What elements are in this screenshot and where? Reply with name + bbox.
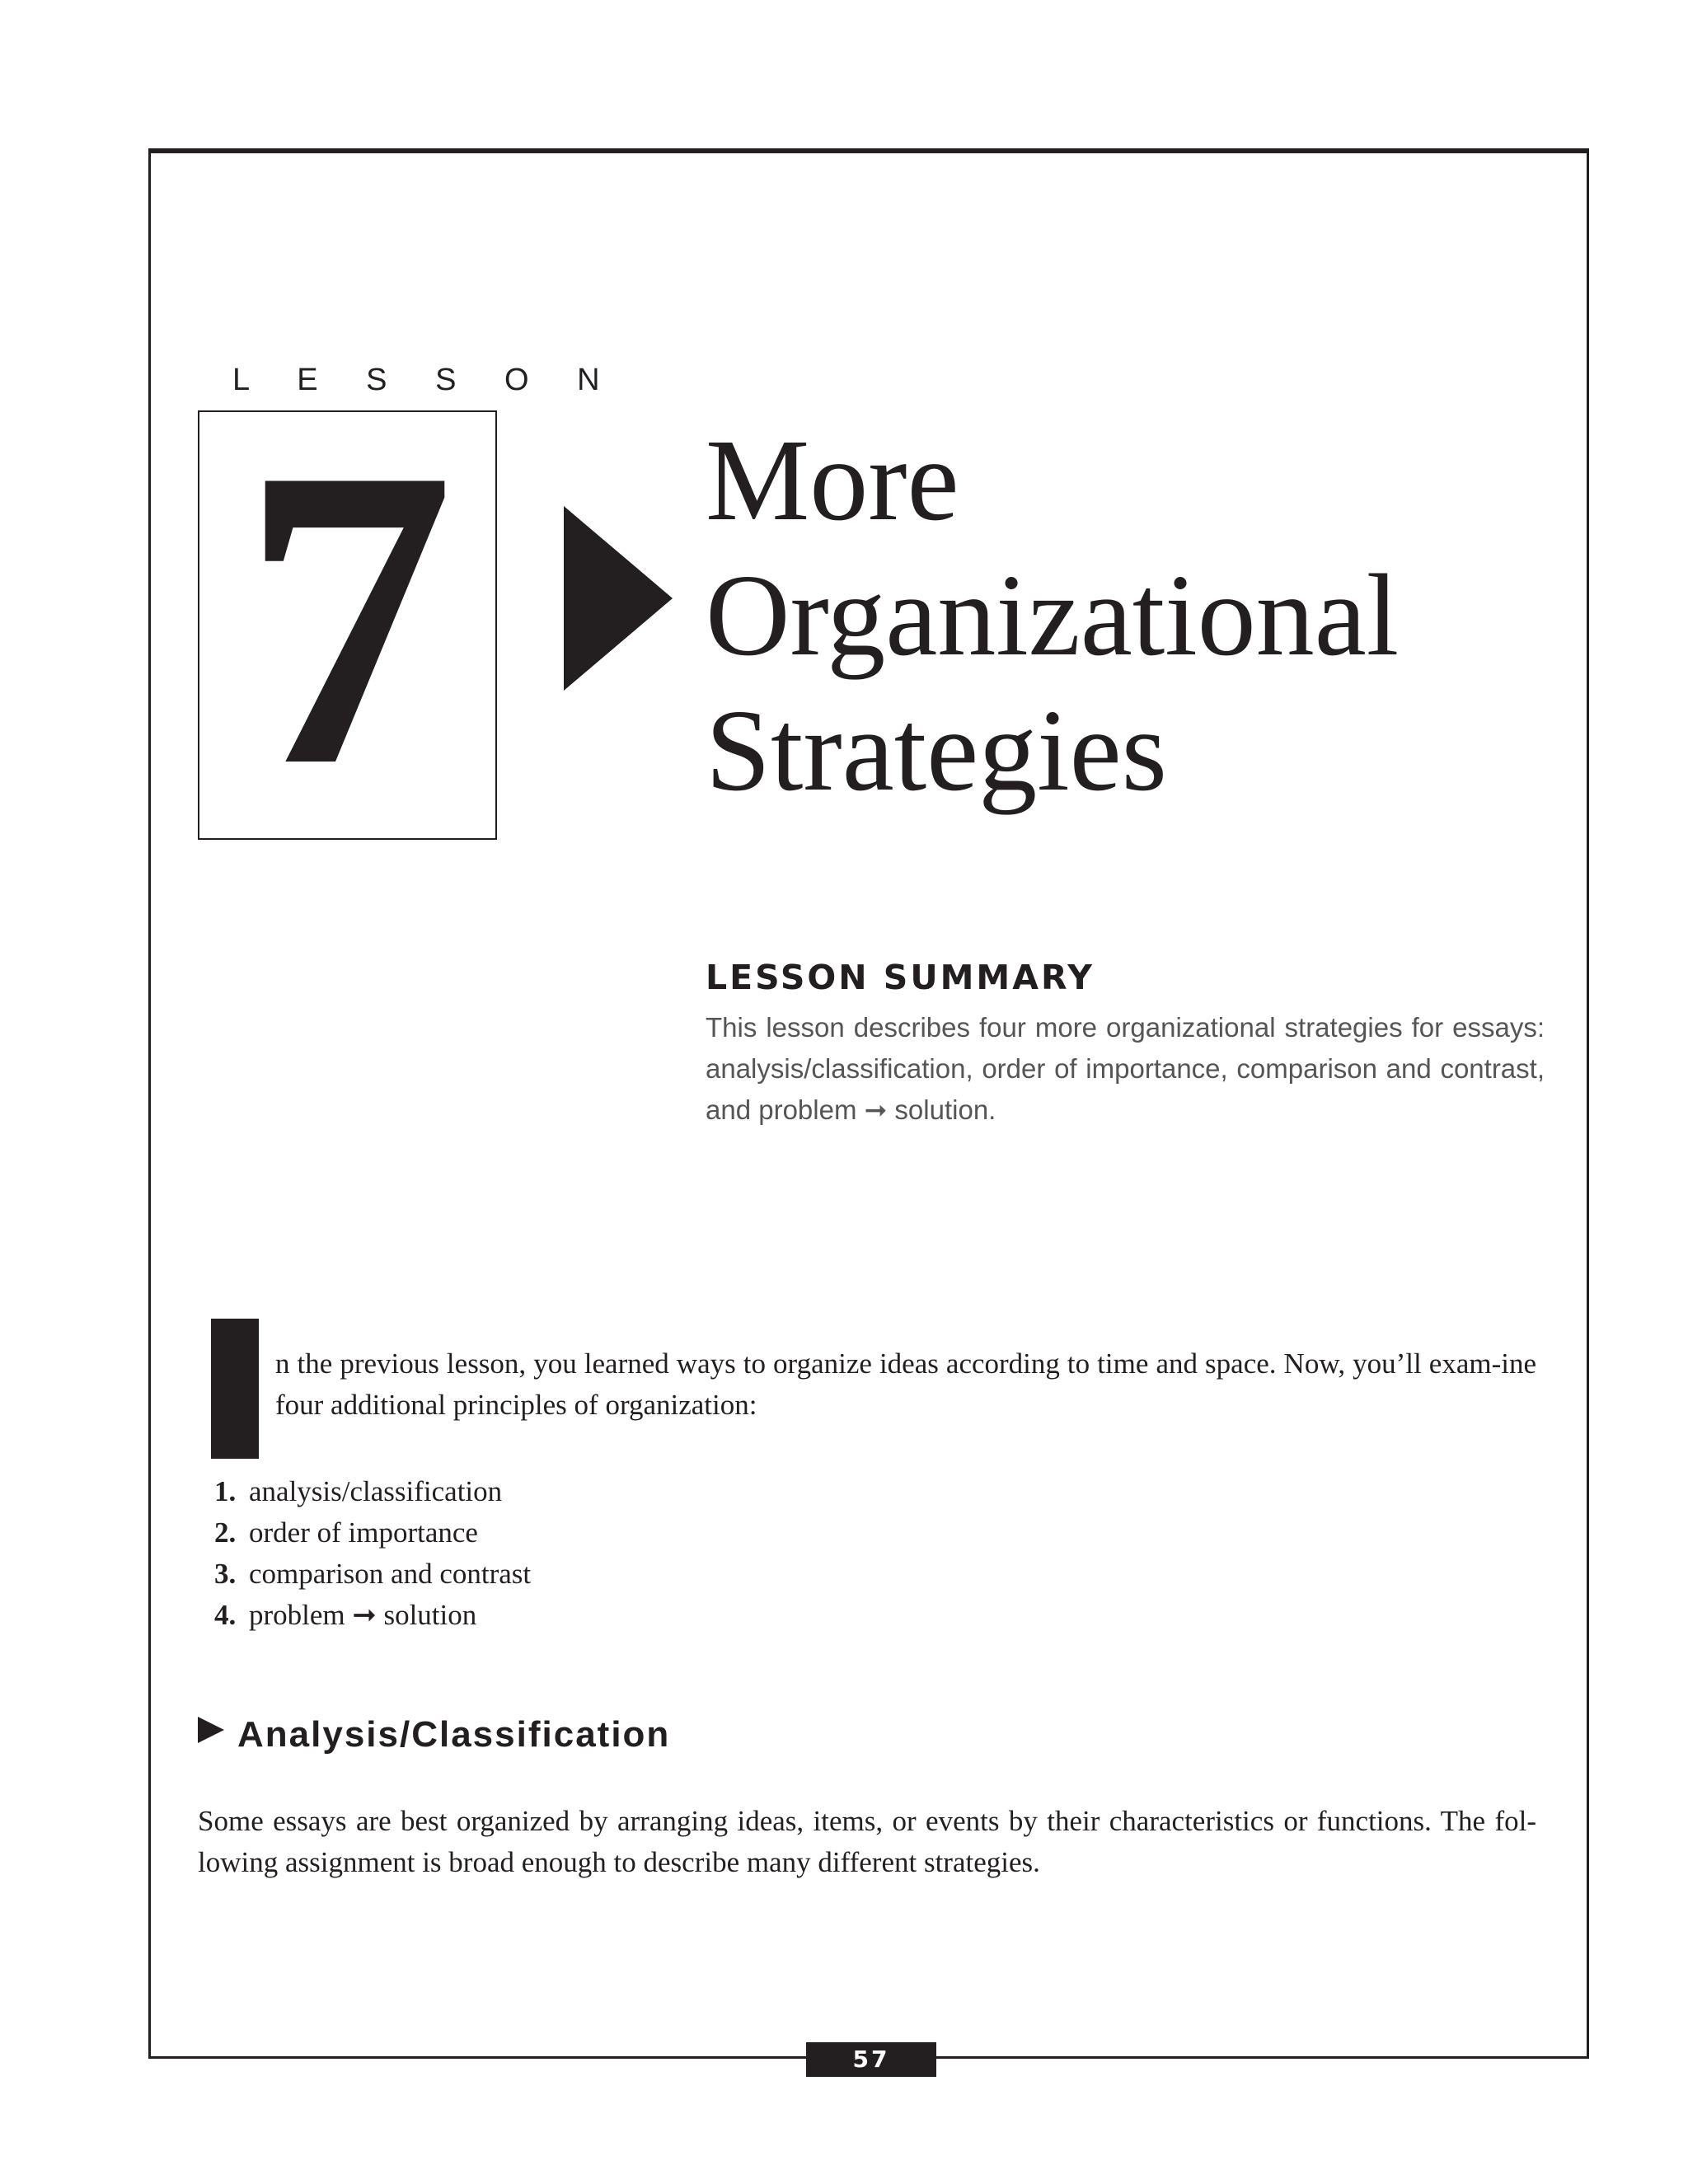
list-number: 1. [214,1475,237,1507]
list-item [214,1554,531,1595]
intro-paragraph: n the previous lesson, you learned ways to organize ideas according to time and space. Now, you’ll exam-ine four additional principles of organization: [275,1347,1536,1421]
principles-list [214,1471,531,1636]
title-line: Organizational [706,550,1400,680]
list-item [214,1512,531,1554]
title-line: More [706,415,959,545]
list-number: 2. [214,1516,237,1549]
list-text: problem ➞ solution [249,1599,477,1631]
section-body: Some essays are best organized by arranging ideas, items, or events by their characteristics or functions. The fol-lowing assignment is broad enough to describe many different strategies. [198,1805,1536,1878]
title-line: Strategies [706,685,1167,815]
section-heading [198,1714,670,1755]
list-text: comparison and contrast [249,1558,532,1590]
title-arrow-icon [564,506,673,691]
lesson-number: 7 [241,410,455,840]
list-text: order of importance [249,1516,478,1549]
summary-heading: LESSON SUMMARY [706,958,1095,997]
list-number: 3. [214,1558,237,1590]
drop-cap-letter [211,1319,259,1459]
list-item [214,1471,531,1512]
summary-text: This lesson describes four more organizational strategies for essays: analysis/classification, order of importance, comparison and contrast, and problem ➞ solution. [706,1012,1545,1125]
lesson-number-box [198,410,497,840]
page-number: 57 [806,2042,936,2077]
list-item [214,1595,531,1636]
list-text: analysis/classification [249,1475,503,1507]
section-arrow-icon [198,1717,224,1743]
lesson-label: L E S S O N [232,363,620,397]
section-heading-text: Analysis/Classification [237,1714,671,1755]
list-number: 4. [214,1599,237,1631]
lesson-title [706,412,1399,818]
